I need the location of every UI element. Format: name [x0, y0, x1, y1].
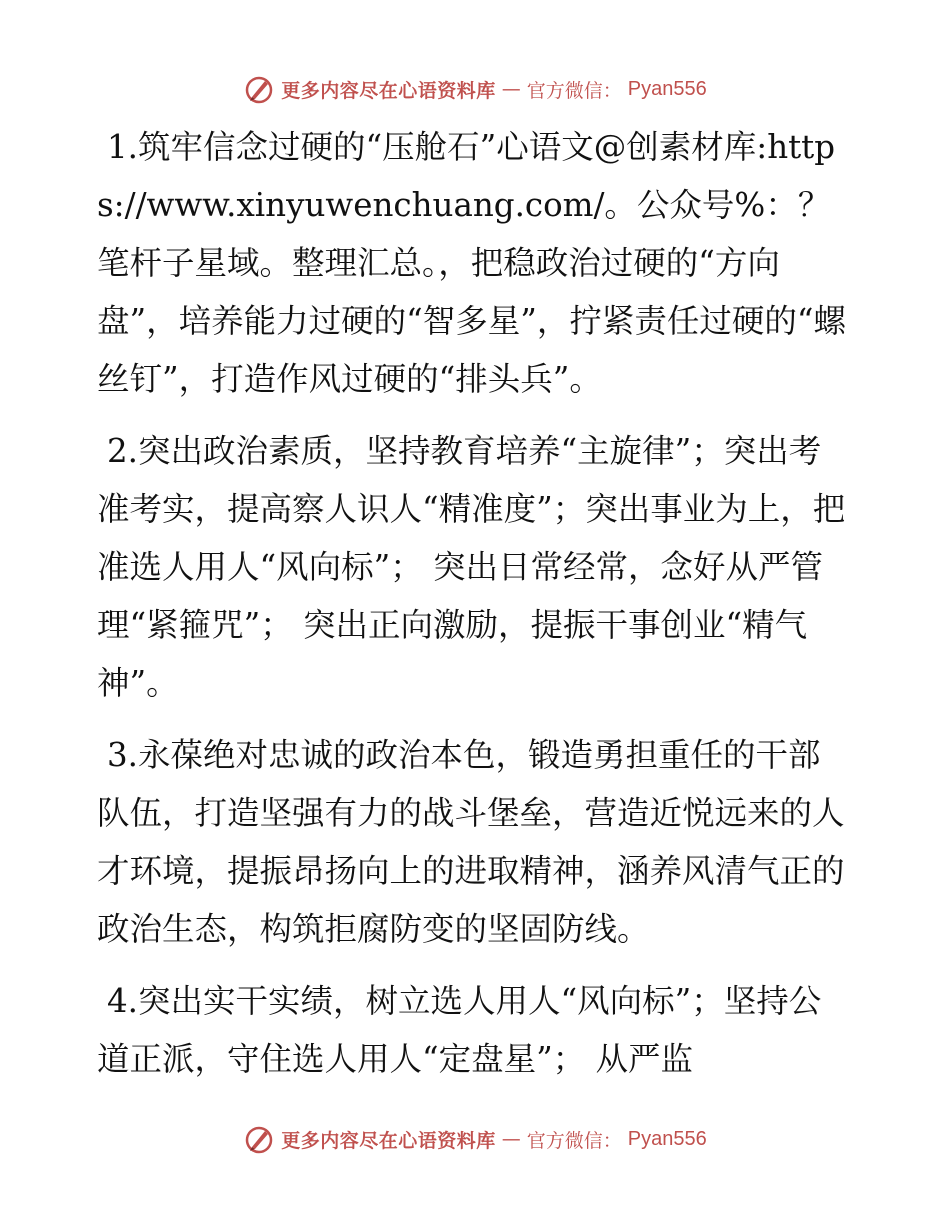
- banner-brand-text: 更多内容尽在心语资料库: [281, 79, 496, 102]
- banner-wechat-id: Pyan556: [627, 1127, 707, 1150]
- banner-wechat-id: Pyan556: [627, 77, 707, 100]
- banner-wechat-label: 官方微信：: [526, 79, 622, 102]
- pen-logo-icon: [243, 73, 275, 105]
- header-banner: [0, 72, 950, 106]
- paragraph-1: 1.筑牢信念过硬的“压舱石”心语文@创素材库:https://www.xinyuwenchuang.com/。公众号%：？笔杆子星域。整理汇总。，把稳政治过硬的“方向盘”，培养能力过硬的“智多星”，拧紧责任过硬的“螺丝钉”，打造作风过硬的“排头兵”。: [97, 128, 846, 398]
- paragraph-2: 2.突出政治素质，坚持教育培养“主旋律”；突出考准考实，提高察人识人“精准度”；突出事业为上，把准选人用人“风向标”； 突出日常经常，念好从严管理“紧箍咒”； 突出正向激励，提振干事创业“精气神”。: [97, 432, 846, 702]
- paragraph-3: 3.永葆绝对忠诚的政治本色，锻造勇担重任的干部队伍，打造坚强有力的战斗堡垒，营造近悦远来的人才环境，提振昂扬向上的进取精神，涵养风清气正的政治生态，构筑拒腐防变的坚固防线。: [97, 736, 845, 948]
- banner-brand-text: 更多内容尽在心语资料库: [281, 1129, 496, 1152]
- banner-separator: —: [501, 1128, 521, 1150]
- paragraph-4: 4.突出实干实绩，树立选人用人“风向标”；坚持公道正派，守住选人用人“定盘星”； 从严监: [97, 982, 822, 1078]
- footer-banner: [0, 1122, 950, 1156]
- pen-logo-icon: [243, 1123, 275, 1155]
- document-body: [97, 118, 849, 1102]
- banner-separator: —: [501, 78, 521, 100]
- banner-wechat-label: 官方微信：: [526, 1129, 622, 1152]
